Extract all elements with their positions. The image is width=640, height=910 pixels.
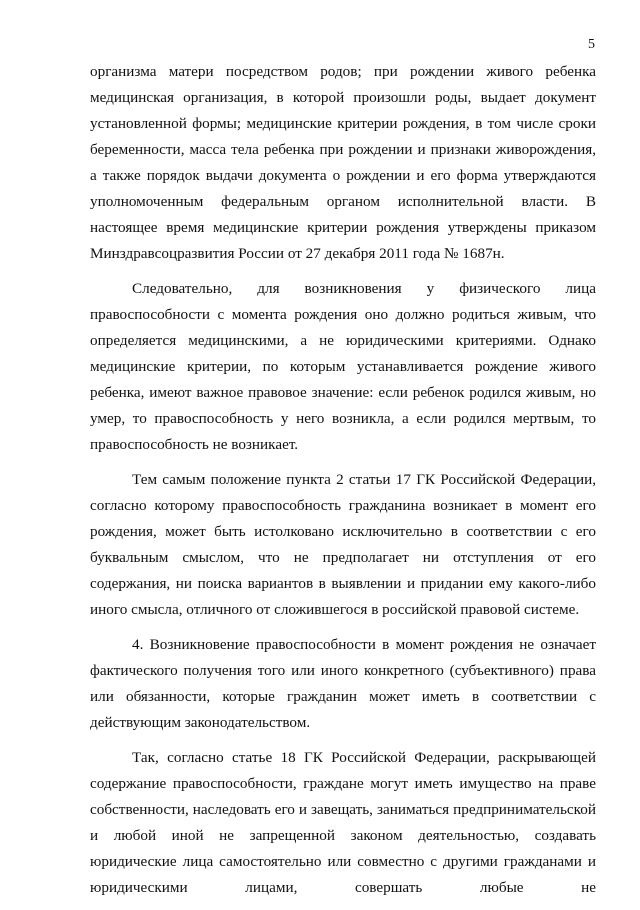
page-number: 5: [588, 37, 595, 52]
paragraph-3: Тем самым положение пункта 2 статьи 17 ГК Российской Федерации, согласно которому правоспособность гражданина возникает в момент его рождения, может быть истолковано исключительно в соответствии с его буквальным смыслом, что не предполагает ни отступления от его содержания, ни поиска вариантов в выявлении и придании ему какого-либо иного смысла, отличного от сложившегося в российской правовой системе.: [90, 471, 596, 618]
paragraph-5: Так, согласно статье 18 ГК Российской Федерации, раскрывающей содержание правоспособности, граждане могут иметь имущество на праве собственности, наследовать его и завещать, заниматься предпринимательской и любой иной не запрещенной законом деятельностью, создавать юридические лица самостоятельно или совместно с другими гражданами и юридическими лицами, совершать любые не: [90, 749, 596, 896]
paragraph-2: Следовательно, для возникновения у физического лица правоспособности с момента рождения оно должно родиться живым, что определяется медицинскими, а не юридическими критериями. Однако медицинские критерии, по которым устанавливается рождение живого ребенка, имеют важное правовое значение: если ребенок родился живым, но умер, то правоспособность у него возникла, а если родился мертвым, то правоспособность не возникает.: [90, 280, 596, 453]
document-body: [90, 59, 596, 910]
paragraph-1: организма матери посредством родов; при рождении живого ребенка медицинская организация, в которой произошли роды, выдает документ установленной формы; медицинские критерии рождения, в том числе сроки беременности, масса тела ребенка при рождении и признаки живорождения, а также порядок выдачи документа о рождении и его форма утверждаются уполномоченным федеральным органом исполнительной власти. В настоящее время медицинские критерии рождения утверждены приказом Минздравсоцразвития России от 27 декабря 2011 года № 1687н.: [90, 63, 596, 262]
paragraph-4: 4. Возникновение правоспособности в момент рождения не означает фактического получения того или иного конкретного (субъективного) права или обязанности, которые гражданин может иметь в соответствии с действующим законодательством.: [90, 636, 596, 731]
